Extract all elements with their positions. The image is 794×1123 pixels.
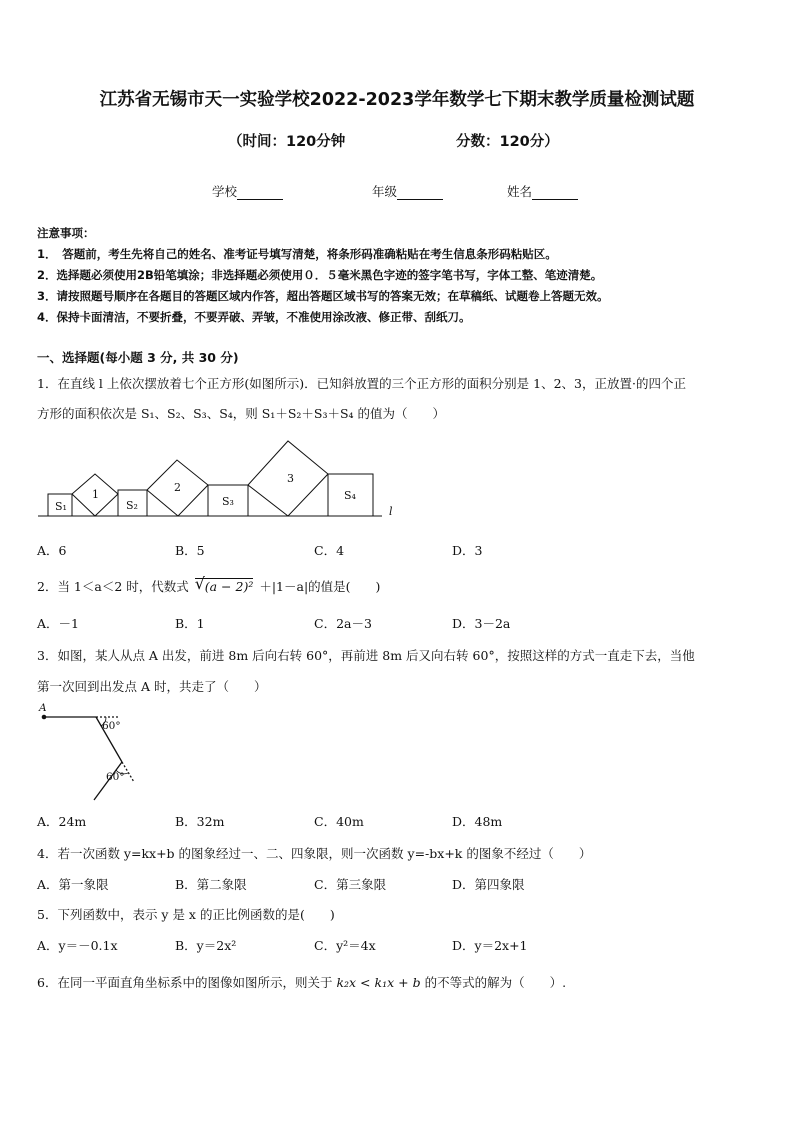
q3-text-line1: 3．如图，某人从点 A 出发，前进 8m 后向右转 60°，再前进 8m 后又向右转 60°，按照这样的方式一直走下去，当他 [37,648,695,663]
sqrt-icon: √ [194,574,205,593]
q1-label-s4: S₄ [344,489,356,502]
q2-prefix: 2．当 1＜a＜2 时，代数式 [37,579,189,594]
q3-label-a: A [39,702,47,714]
q6-text [37,973,566,991]
q3-angle-label-2: 60° [106,771,125,783]
q1-option-d[interactable]: D．3 [452,543,483,558]
q4-text: 4．若一次函数 y=kx+b 的图象经过一、二、四象限，则一次函数 y=-bx+k 的图象不经过（ ） [37,846,592,861]
q1-label-s1: S₁ [55,500,67,513]
note-item: 1． 答题前，考生先将自己的姓名、准考证号填写清楚，将条形码准确粘贴在考生信息条形码粘贴区。 [37,247,557,261]
q3-path-figure [36,700,146,804]
q3-angle-label-1: 60° [102,720,121,732]
q5-text: 5．下列函数中，表示 y 是 x 的正比例函数的是( ) [37,907,335,922]
q3-option-d[interactable]: D．48m [452,814,503,829]
q2-option-d[interactable]: D．3－2a [452,616,511,631]
q3-option-c[interactable]: C．40m [314,814,364,829]
q1-option-a[interactable]: A．6 [37,543,67,558]
q1-option-b[interactable]: B．5 [175,543,205,558]
q6-prefix: 6．在同一平面直角坐标系中的图像如图所示，则关于 [37,975,333,990]
q1-text-line1: 1．在直线 l 上依次摆放着七个正方形(如图所示)．已知斜放置的三个正方形的面积分别是 1、2、3，正放置·的四个正 [37,376,686,391]
q1-label-2: 2 [174,481,181,494]
note-item: 2．选择题必须使用2B铅笔填涂；非选择题必须使用０．５毫米黑色字迹的签字笔书写，字体工整、笔迹清楚。 [37,268,603,282]
q2-option-c[interactable]: C．2a－3 [314,616,372,631]
grade-label: 年级 [372,184,398,199]
notes-block [37,223,767,328]
q2-radical-content: (a − 2)² [204,579,254,594]
school-field [212,182,283,200]
q2-option-b[interactable]: B．1 [175,616,205,631]
school-blank [237,186,283,200]
name-field [507,182,578,200]
q1-label-3: 3 [287,472,294,485]
q1-squares-figure [38,438,398,522]
q3-text-line2: 第一次回到出发点 A 时，共走了（ ） [37,679,267,694]
q2-option-a[interactable]: A．－1 [37,616,79,631]
q2-text [37,574,381,595]
q1-text-line2: 方形的面积依次是 S₁、S₂、S₃、S₄，则 S₁＋S₂＋S₃＋S₄ 的值为（ ） [37,406,446,421]
q6-suffix: 的不等式的解为（ ）. [424,975,567,990]
q5-option-d[interactable]: D．y＝2x+1 [452,938,528,953]
name-label: 姓名 [507,184,533,199]
q1-option-c[interactable]: C．4 [314,543,345,558]
time-label: （时间：120分钟 [228,134,346,150]
name-blank [532,186,578,200]
q4-option-d[interactable]: D．第四象限 [452,877,525,892]
score-label: 分数：120分） [456,134,559,150]
q1-label-l: l [389,505,393,518]
grade-blank [397,186,443,200]
q4-option-b[interactable]: B．第二象限 [175,877,247,892]
note-item: 3．请按照题号顺序在各题目的答题区域内作答，超出答题区域书写的答案无效；在草稿纸、试题卷上答题无效。 [37,289,609,303]
q3-option-a[interactable]: A．24m [37,814,87,829]
grade-field [372,182,443,200]
q1-label-s3: S₃ [222,495,234,508]
q5-option-c[interactable]: C．y²＝4x [314,938,376,953]
q1-label-s2: S₂ [126,499,138,512]
q6-inequality: k₂x < k₁x + b [336,975,421,990]
q3-option-b[interactable]: B．32m [175,814,225,829]
q4-option-a[interactable]: A．第一象限 [37,877,109,892]
section-heading: 一、选择题(每小题 3 分, 共 30 分) [37,350,239,365]
school-label: 学校 [212,184,238,199]
exam-title: 江苏省无锡市天一实验学校2022-2023学年数学七下期末教学质量检测试题 [99,90,695,110]
q2-radical [194,574,254,595]
q5-option-a[interactable]: A．y＝－0.1x [37,938,118,953]
q1-label-1: 1 [92,488,99,501]
notes-heading: 注意事项： [37,226,95,240]
q4-option-c[interactable]: C．第三象限 [314,877,387,892]
q2-suffix: ＋|1－a|的值是( ) [259,579,381,594]
note-item: 4．保持卡面清洁，不要折叠，不要弄破、弄皱，不准使用涂改液、修正带、刮纸刀。 [37,310,471,324]
q5-option-b[interactable]: B．y＝2x² [175,938,237,953]
